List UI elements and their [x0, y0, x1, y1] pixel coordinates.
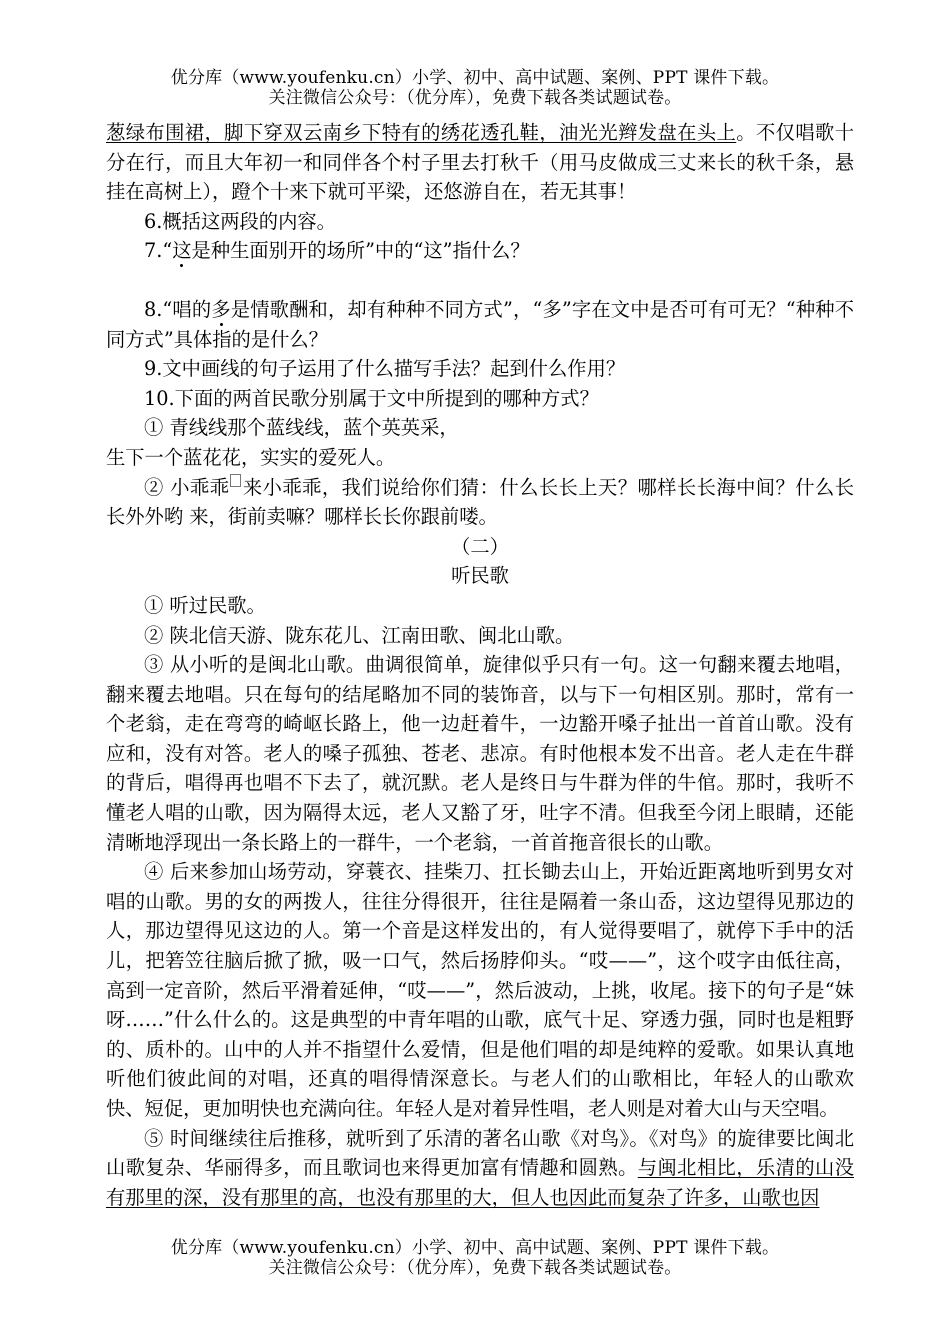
question-10: 10.下面的两首民歌分别属于文中所提到的哪种方式？ — [144, 386, 599, 410]
question-7: 7.“这是种生面别开的场所”中的“这”指什么？ — [144, 239, 530, 263]
question-8: 8.“唱的多是情歌酬和，却有种种不同方式”，“多”字在文中是否可有可无？“种种不同方式”具体指的是什么？ — [106, 297, 854, 351]
section-title: 听民歌 — [451, 564, 509, 588]
paragraph-5: ⑤ 时间继续往后推移，就听到了乐清的著名山歌《对鸟》。《对鸟》的旋律要比闽北山歌复杂、华丽得多，而且歌词也来得更加富有情趣和圆熟。与闽北相比，乐清的山没有那里的深，没有那里的高，也没有那里的大，但人也因此而复杂了许多，山歌也因 — [106, 1126, 854, 1209]
footer-line-1: 优分库（www.youfenku.cn）小学、初中、高中试题、案例、PPT 课件下载。 — [170, 1238, 780, 1258]
document-body — [106, 118, 854, 1212]
emphasis-dot-char: 多 — [211, 297, 231, 321]
song-2: ② 小乖乖 来小乖乖，我们说给你们猜：什么长长上天？哪样长长海中间？什么长长外外哟 来，街前卖嘛？哪样长长你跟前喽。 — [106, 475, 854, 529]
paragraph-1: ① 听过民歌。 — [144, 593, 266, 617]
header-line-2: 关注微信公众号：（优分库），免费下载各类试题试卷。 — [268, 88, 682, 108]
answer-space — [106, 266, 854, 295]
paragraph-2: ② 陕北信天游、陇东花儿、江南田歌、闽北山歌。 — [144, 623, 575, 647]
header-line-1: 优分库（www.youfenku.cn）小学、初中、高中试题、案例、PPT 课件下载。 — [170, 68, 780, 88]
page-header — [0, 68, 950, 108]
question-6: 6.概括这两段的内容。 — [144, 209, 336, 233]
underlined-sentence: 葱绿布围裙，脚下穿双云南乡下特有的绣花透孔鞋，油光光辫发盘在头上 — [106, 121, 737, 144]
song-1-line-2: 生下一个蓝花花，实实的爱死人。 — [106, 445, 396, 469]
question-9: 9.文中画线的句子运用了什么描写手法？起到什么作用？ — [144, 357, 626, 381]
emphasis-dot-char: 这 — [172, 239, 192, 263]
passage1-continuation — [106, 118, 854, 207]
footer-line-2: 关注微信公众号：（优分库），免费下载各类试题试卷。 — [268, 1258, 682, 1278]
paragraph-4: ④ 后来参加山场劳动，穿蓑衣、挂柴刀、扛长锄去山上，开始近距离地听到男女对唱的山歌。男的女的两拨人，往往分得很开，往往是隔着一条山岙，这边望得见那边的人，那边望得见这边的人。第一个音是这样发出的，有人觉得要唱了，就停下手中的活儿，把箬笠往脑后掀了掀，吸一口气，然后扬脖仰头。“哎——”，这个哎字由低往高，高到一定音阶，然后平滑着延伸，“哎——”，然后波动，上挑，收尾。接下的句子是“妹呀……”什么什么的。这是典型的中青年唱的山歌，底气十足、穿透力强，同时也是粗野的、质朴的。山中的人并不指望什么爱情，但是他们唱的却是纯粹的爱歌。如果认真地听他们彼此间的对唱，还真的唱得情深意长。与老人们的山歌相比，年轻人的山歌欢快、短促，更加明快也充满向往。年轻人是对着异性唱，老人则是对着大山与天空唱。 — [106, 860, 854, 1120]
song-1-line-1: ① 青线线那个蓝线线，蓝个英英采， — [144, 416, 459, 440]
passage1-continuation-rest: 。不仅唱歌十分在行，而且大年初一和同伴各个村子里去打秋千（用马皮做成三丈来长的秋千条，悬挂在高树上），蹬个十来下就可平梁，还悠游自在，若无其事！ — [106, 121, 855, 204]
page-footer — [0, 1238, 950, 1278]
missing-glyph-box — [230, 474, 241, 487]
section-number: （二） — [451, 534, 509, 558]
underlined-sentence: 与闽北相比，乐清的山没有那里的深，没有那里的高，也没有那里的大，但人也因此而复杂了许多，山歌也因 — [106, 1156, 854, 1209]
paragraph-3: ③ 从小听的是闽北山歌。曲调很简单，旋律似乎只有一句。这一句翻来覆去地唱，翻来覆去地唱。只在每句的结尾略加不同的装饰音，以与下一句相区别。那时，常有一个老翁，走在弯弯的崎岖长路上，他一边赶着牛，一边豁开嗓子扯出一首首山歌。没有应和，没有对答。老人的嗓子孤独、苍老、悲凉。有时他根本发不出音。老人走在牛群的背后，唱得再也唱不下去了，就沉默。老人是终日与牛群为伴的牛倌。那时，我听不懂老人唱的山歌，因为隔得太远，老人又豁了牙，吐字不清。但我至今闭上眼睛，还能清晰地浮现出一条长路上的一群牛，一个老翁，一首首拖音很长的山歌。 — [106, 653, 854, 854]
